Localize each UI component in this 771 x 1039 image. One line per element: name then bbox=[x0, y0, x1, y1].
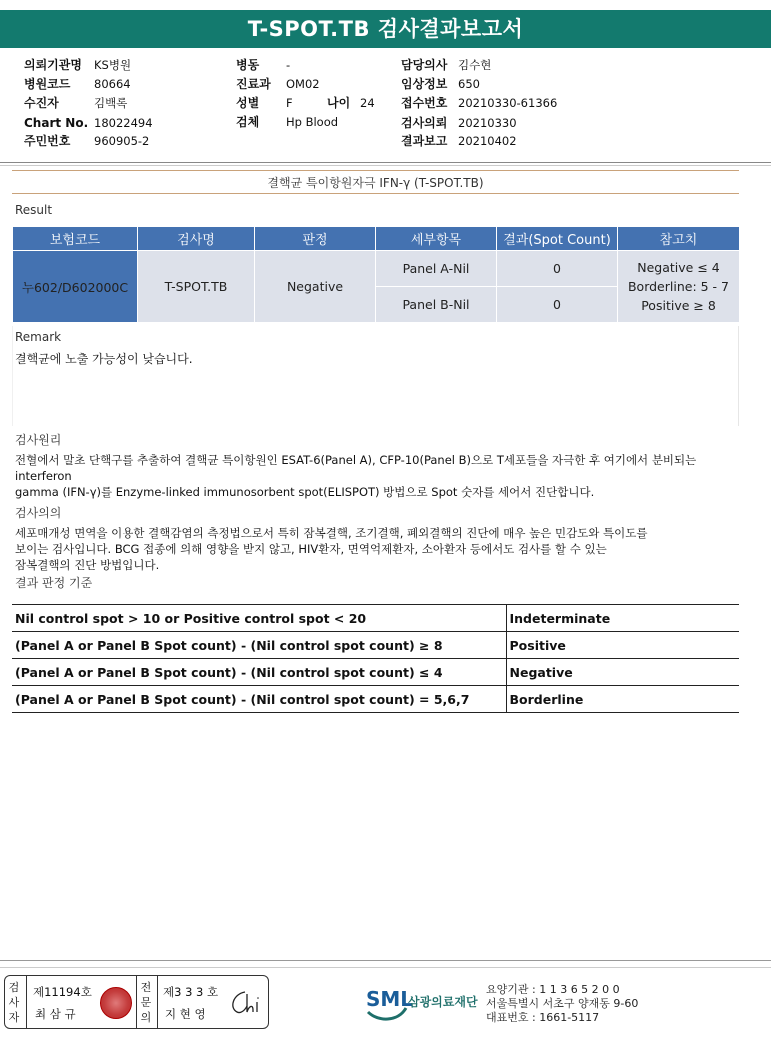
remark-box bbox=[12, 326, 739, 426]
insurance-code: 누602/D602000C bbox=[13, 251, 138, 323]
info-row: 진료과 OM02 bbox=[236, 77, 320, 91]
reference-line: Negative ≤ 4 bbox=[637, 260, 720, 275]
info-row: 검사의뢰 20210330 bbox=[401, 116, 517, 130]
column-header: 세부항목 bbox=[376, 227, 497, 251]
criteria-table bbox=[12, 604, 739, 713]
specialist-license: 제3 3 3 호 bbox=[163, 985, 219, 999]
info-row: 담당의사 김수현 bbox=[401, 58, 492, 72]
criteria-condition: (Panel A or Panel B Spot count) - (Nil control spot count) ≥ 8 bbox=[12, 632, 506, 659]
examiner-license: 제11194호 bbox=[33, 985, 92, 999]
criteria-result: Positive bbox=[506, 632, 739, 659]
criteria-result: Borderline bbox=[506, 686, 739, 713]
column-header: 참고치 bbox=[618, 227, 740, 251]
principle-text: 전혈에서 말초 단핵구를 추출하여 결핵균 특이항원인 ESAT-6(Panel A), CFP-10(Panel B)으로 T세포들을 자극한 후 여기에서 분비되는 interferon gamma (IFN-γ)를 Enzyme-linked immunosorbent spot(ELISPOT) 방법으로 Spot 숫자를 세어서 진단합니다. bbox=[15, 453, 697, 499]
signature-box bbox=[4, 975, 269, 1029]
reference-line: Positive ≥ 8 bbox=[641, 298, 716, 313]
info-row: 성별 F bbox=[236, 96, 293, 110]
info-row: 접수번호 20210330-61366 bbox=[401, 96, 558, 110]
reference-line: Borderline: 5 - 7 bbox=[627, 279, 729, 294]
test-name: T-SPOT.TB bbox=[138, 251, 255, 323]
info-row: 의뢰기관명 KS병원 bbox=[24, 58, 132, 72]
meaning-label: 검사의의 bbox=[15, 506, 62, 520]
info-row: 수진자 김백록 bbox=[24, 96, 128, 110]
divider bbox=[136, 976, 137, 1028]
specialist-name: 지 현 영 bbox=[165, 1007, 206, 1021]
criteria-label: 결과 판정 기준 bbox=[15, 576, 93, 590]
reference-values bbox=[618, 251, 740, 323]
table-row bbox=[12, 632, 739, 659]
report-title: T-SPOT.TB 검사결과보고서 bbox=[0, 10, 771, 48]
remark-label: Remark bbox=[15, 330, 62, 344]
criteria-result: Indeterminate bbox=[506, 605, 739, 632]
info-row-age: 나이 24 bbox=[327, 96, 375, 110]
patient-info bbox=[0, 56, 771, 160]
specialist-label: 전 문 의 bbox=[140, 981, 152, 1024]
column-header: 결과(Spot Count) bbox=[497, 227, 618, 251]
judgement: Negative bbox=[255, 251, 376, 323]
spot-count: 0 bbox=[497, 251, 618, 287]
info-row: 주민번호 960905-2 bbox=[24, 134, 150, 148]
org-name: 삼광의료재단 bbox=[408, 995, 478, 1009]
criteria-result: Negative bbox=[506, 659, 739, 686]
column-header: 판정 bbox=[255, 227, 376, 251]
column-header: 검사명 bbox=[138, 227, 255, 251]
divider bbox=[157, 976, 158, 1028]
remark-text: 결핵균에 노출 가능성이 낮습니다. bbox=[15, 352, 193, 366]
divider bbox=[0, 165, 771, 166]
detail-item: Panel B-Nil bbox=[376, 287, 497, 323]
info-row: 결과보고 20210402 bbox=[401, 134, 517, 148]
info-row: 병동 - bbox=[236, 58, 291, 72]
org-info: 요양기관 : 1 1 3 6 5 2 0 0 서울특별시 서초구 양재동 9-60 대표번호 : 1661-5117 bbox=[486, 983, 639, 1024]
result-header-row bbox=[13, 227, 740, 251]
seal-stamp-icon bbox=[100, 987, 132, 1019]
principle-label: 검사원리 bbox=[15, 433, 62, 447]
divider bbox=[0, 960, 771, 961]
meaning-text: 세포매개성 면역을 이용한 결핵감염의 측정법으로서 특히 잠복결핵, 조기결핵, 폐외결핵의 진단에 매우 높은 민감도와 특이도를 보이는 검사입니다. BCG 접종에 의해 영향을 받지 않고, HIV환자, 면역억제환자, 소아환자 등에서도 검사를 할 수 있는 잠복결핵의 진단 방법입니다. bbox=[15, 526, 648, 572]
info-row: Chart No. 18022494 bbox=[24, 116, 153, 130]
examiner-label: 검 사 자 bbox=[8, 981, 20, 1024]
signature-icon bbox=[227, 988, 263, 1018]
result-label: Result bbox=[15, 203, 53, 217]
result-table bbox=[12, 226, 740, 323]
info-row: 검체 Hp Blood bbox=[236, 115, 339, 129]
column-header: 보험코드 bbox=[13, 227, 138, 251]
spot-count: 0 bbox=[497, 287, 618, 323]
logo-text: SML bbox=[366, 987, 414, 1011]
criteria-condition: (Panel A or Panel B Spot count) - (Nil control spot count) ≤ 4 bbox=[12, 659, 506, 686]
table-row bbox=[13, 251, 740, 287]
divider bbox=[26, 976, 27, 1028]
section-title: 결핵균 특이항원자극 IFN-γ (T-SPOT.TB) bbox=[12, 170, 739, 194]
detail-item: Panel A-Nil bbox=[376, 251, 497, 287]
criteria-condition: (Panel A or Panel B Spot count) - (Nil control spot count) = 5,6,7 bbox=[12, 686, 506, 713]
criteria-condition: Nil control spot > 10 or Positive control spot < 20 bbox=[12, 605, 506, 632]
divider bbox=[0, 967, 771, 968]
info-row: 임상정보 650 bbox=[401, 77, 480, 91]
divider bbox=[0, 162, 771, 163]
table-row bbox=[12, 686, 739, 713]
table-row bbox=[12, 659, 739, 686]
examiner-name: 최 삼 규 bbox=[35, 1007, 76, 1021]
table-row bbox=[12, 605, 739, 632]
info-row: 병원코드 80664 bbox=[24, 77, 131, 91]
